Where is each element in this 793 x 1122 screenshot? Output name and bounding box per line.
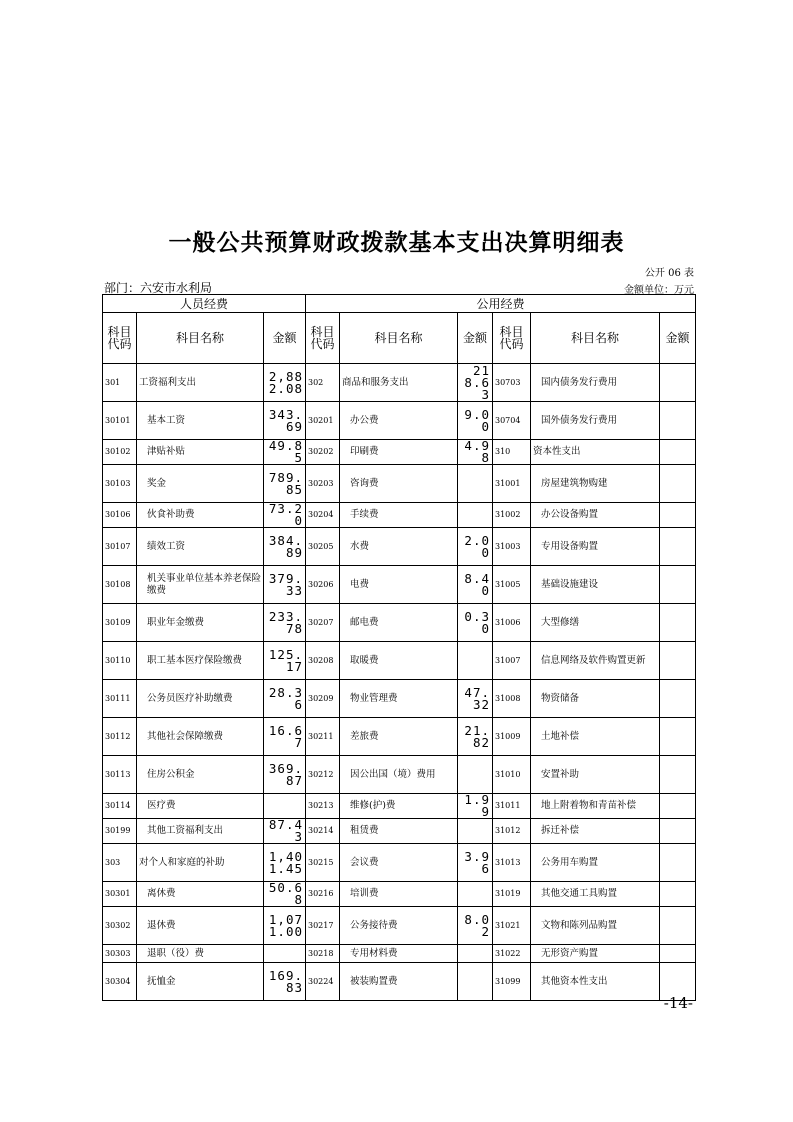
- amount: 2,882.08: [264, 364, 306, 402]
- amount: [660, 440, 696, 465]
- account-name: 租赁费: [340, 819, 458, 844]
- account-name: 物资储备: [531, 680, 660, 718]
- header-code-text: 科目 代码: [499, 325, 524, 351]
- amount: [660, 680, 696, 718]
- account-code: 30205: [306, 528, 340, 566]
- amount: [660, 364, 696, 402]
- amount: 233.78: [264, 604, 306, 642]
- account-name: 信息网络及软件购置更新: [531, 642, 660, 680]
- account-name: 其他工资福利支出: [137, 819, 264, 844]
- account-name: 其他交通工具购置: [531, 882, 660, 907]
- form-number: 公开 06 表: [644, 268, 694, 279]
- table-row: [103, 718, 696, 756]
- account-name: 退休费: [137, 907, 264, 945]
- amount: [660, 844, 696, 882]
- account-code: 30704: [493, 402, 531, 440]
- table-row: [103, 680, 696, 718]
- amount: [660, 642, 696, 680]
- account-code: 30103: [103, 465, 137, 503]
- table-row: [103, 465, 696, 503]
- amount: [264, 794, 306, 819]
- amount: 2.00: [458, 528, 493, 566]
- amount: 8.02: [458, 907, 493, 945]
- amount: [660, 882, 696, 907]
- account-name: 职工基本医疗保险缴费: [137, 642, 264, 680]
- account-code: 30217: [306, 907, 340, 945]
- table-row: [103, 963, 696, 1001]
- account-code: 30111: [103, 680, 137, 718]
- account-name: 办公设备购置: [531, 503, 660, 528]
- account-code: 31001: [493, 465, 531, 503]
- account-name: 房屋建筑物购建: [531, 465, 660, 503]
- account-name: 会议费: [340, 844, 458, 882]
- amount: [660, 907, 696, 945]
- account-code: 30303: [103, 945, 137, 963]
- table-row: [103, 604, 696, 642]
- amount: 16.67: [264, 718, 306, 756]
- amount: [660, 945, 696, 963]
- amount: 9.00: [458, 402, 493, 440]
- account-code: 310: [493, 440, 531, 465]
- header-name: 科目名称: [340, 313, 458, 364]
- account-name: 退职（役）费: [137, 945, 264, 963]
- account-name: 公务接待费: [340, 907, 458, 945]
- account-name: 对个人和家庭的补助: [137, 844, 264, 882]
- account-code: 31010: [493, 756, 531, 794]
- account-name: 国内债务发行费用: [531, 364, 660, 402]
- account-name: 地上附着物和青苗补偿: [531, 794, 660, 819]
- amount: 1,071.00: [264, 907, 306, 945]
- account-code: 31003: [493, 528, 531, 566]
- amount: 379.33: [264, 566, 306, 604]
- account-code: 302: [306, 364, 340, 402]
- header-code: [103, 313, 137, 364]
- account-code: 30206: [306, 566, 340, 604]
- account-code: 30703: [493, 364, 531, 402]
- account-code: 30209: [306, 680, 340, 718]
- account-name: 专用材料费: [340, 945, 458, 963]
- table-row: [103, 440, 696, 465]
- amount: 343.69: [264, 402, 306, 440]
- account-code: 30211: [306, 718, 340, 756]
- amount: 0.30: [458, 604, 493, 642]
- amount: 8.40: [458, 566, 493, 604]
- account-name: 大型修缮: [531, 604, 660, 642]
- table-row: [103, 907, 696, 945]
- amount: [264, 945, 306, 963]
- account-code: 30212: [306, 756, 340, 794]
- account-code: 31002: [493, 503, 531, 528]
- account-code: 30108: [103, 566, 137, 604]
- account-code: 301: [103, 364, 137, 402]
- table-row: [103, 882, 696, 907]
- account-code: 30203: [306, 465, 340, 503]
- amount: 73.20: [264, 503, 306, 528]
- header-code-text: 科目 代码: [107, 325, 132, 351]
- amount: 50.68: [264, 882, 306, 907]
- amount: [660, 819, 696, 844]
- amount: 369.87: [264, 756, 306, 794]
- account-code: 30199: [103, 819, 137, 844]
- amount: [660, 794, 696, 819]
- account-name: 邮电费: [340, 604, 458, 642]
- account-name: 公务用车购置: [531, 844, 660, 882]
- amount: 789.85: [264, 465, 306, 503]
- account-name: 水费: [340, 528, 458, 566]
- table-row: [103, 756, 696, 794]
- account-name: 工资福利支出: [137, 364, 264, 402]
- amount: [660, 465, 696, 503]
- account-code: 303: [103, 844, 137, 882]
- account-code: 30112: [103, 718, 137, 756]
- expenditure-detail-table: [102, 294, 696, 1001]
- department-label: 部门：六安市水利局: [104, 281, 213, 295]
- account-name: 基本工资: [137, 402, 264, 440]
- table-row: [103, 819, 696, 844]
- account-name: 职业年金缴费: [137, 604, 264, 642]
- amount: [458, 642, 493, 680]
- account-name: 拆迁补偿: [531, 819, 660, 844]
- account-code: 30201: [306, 402, 340, 440]
- account-code: 30113: [103, 756, 137, 794]
- account-name: 抚恤金: [137, 963, 264, 1001]
- amount: 1.99: [458, 794, 493, 819]
- amount: 49.85: [264, 440, 306, 465]
- amount: [660, 756, 696, 794]
- account-name: 伙食补助费: [137, 503, 264, 528]
- account-code: 31021: [493, 907, 531, 945]
- account-name: 其他社会保障缴费: [137, 718, 264, 756]
- account-name: 文物和陈列品购置: [531, 907, 660, 945]
- account-code: 30204: [306, 503, 340, 528]
- account-code: 30301: [103, 882, 137, 907]
- amount: [660, 402, 696, 440]
- account-code: 30215: [306, 844, 340, 882]
- account-name: 基础设施建设: [531, 566, 660, 604]
- account-code: 31006: [493, 604, 531, 642]
- header-code-text: 科目 代码: [310, 325, 335, 351]
- account-code: 30114: [103, 794, 137, 819]
- account-code: 30106: [103, 503, 137, 528]
- amount: [458, 819, 493, 844]
- account-name: 土地补偿: [531, 718, 660, 756]
- header-code: [306, 313, 340, 364]
- header-code: [493, 313, 531, 364]
- account-code: 30213: [306, 794, 340, 819]
- account-name: 无形资产购置: [531, 945, 660, 963]
- header-name: 科目名称: [137, 313, 264, 364]
- table-row: [103, 642, 696, 680]
- amount: [660, 604, 696, 642]
- table-row: [103, 402, 696, 440]
- account-code: 30302: [103, 907, 137, 945]
- group-header-public: 公用经费: [306, 295, 696, 313]
- amount: [458, 882, 493, 907]
- account-code: 31007: [493, 642, 531, 680]
- account-name: 机关事业单位基本养老保险缴费: [137, 566, 264, 604]
- account-name: 培训费: [340, 882, 458, 907]
- amount: [458, 945, 493, 963]
- amount: 384.89: [264, 528, 306, 566]
- amount: 169.83: [264, 963, 306, 1001]
- account-code: 31011: [493, 794, 531, 819]
- account-name: 国外债务发行费用: [531, 402, 660, 440]
- account-code: 30110: [103, 642, 137, 680]
- amount: 28.36: [264, 680, 306, 718]
- account-name: 医疗费: [137, 794, 264, 819]
- amount-unit-label: 金额单位：万元: [624, 285, 694, 296]
- amount: 1,401.45: [264, 844, 306, 882]
- account-name: 电费: [340, 566, 458, 604]
- amount: 21.82: [458, 718, 493, 756]
- account-code: 30224: [306, 963, 340, 1001]
- account-code: 30207: [306, 604, 340, 642]
- account-name: 被装购置费: [340, 963, 458, 1001]
- page-title: 一般公共预算财政拨款基本支出决算明细表: [168, 229, 625, 256]
- account-name: 咨询费: [340, 465, 458, 503]
- account-code: 31008: [493, 680, 531, 718]
- table-row: [103, 844, 696, 882]
- account-code: 30218: [306, 945, 340, 963]
- amount: [660, 718, 696, 756]
- table-body: [103, 364, 696, 1001]
- account-code: 31009: [493, 718, 531, 756]
- amount: 3.96: [458, 844, 493, 882]
- account-name: 其他资本性支出: [531, 963, 660, 1001]
- header-amount: 金额: [660, 313, 696, 364]
- account-name: 公务员医疗补助缴费: [137, 680, 264, 718]
- account-name: 维修(护)费: [340, 794, 458, 819]
- account-name: 住房公积金: [137, 756, 264, 794]
- account-name: 取暖费: [340, 642, 458, 680]
- account-name: 专用设备购置: [531, 528, 660, 566]
- account-code: 30216: [306, 882, 340, 907]
- account-code: 31005: [493, 566, 531, 604]
- account-name: 手续费: [340, 503, 458, 528]
- amount: 218.63: [458, 364, 493, 402]
- account-code: 31013: [493, 844, 531, 882]
- account-code: 30304: [103, 963, 137, 1001]
- account-code: 30109: [103, 604, 137, 642]
- table-row: [103, 794, 696, 819]
- account-code: 31019: [493, 882, 531, 907]
- account-name: 津贴补贴: [137, 440, 264, 465]
- account-code: 30102: [103, 440, 137, 465]
- amount: 47.32: [458, 680, 493, 718]
- account-name: 资本性支出: [531, 440, 660, 465]
- amount: [660, 528, 696, 566]
- header-amount: 金额: [458, 313, 493, 364]
- account-code: 30202: [306, 440, 340, 465]
- amount: [458, 963, 493, 1001]
- header-name: 科目名称: [531, 313, 660, 364]
- account-name: 办公费: [340, 402, 458, 440]
- table-row: [103, 566, 696, 604]
- account-name: 差旅费: [340, 718, 458, 756]
- amount: [458, 503, 493, 528]
- account-name: 印刷费: [340, 440, 458, 465]
- account-code: 30107: [103, 528, 137, 566]
- amount: 4.98: [458, 440, 493, 465]
- table-row: [103, 945, 696, 963]
- account-name: 因公出国（境）费用: [340, 756, 458, 794]
- table-row: [103, 528, 696, 566]
- account-name: 离休费: [137, 882, 264, 907]
- table-row: [103, 364, 696, 402]
- account-code: 30214: [306, 819, 340, 844]
- account-name: 安置补助: [531, 756, 660, 794]
- account-name: 绩效工资: [137, 528, 264, 566]
- amount: [458, 465, 493, 503]
- table-row: [103, 503, 696, 528]
- account-name: 商品和服务支出: [340, 364, 458, 402]
- header-amount: 金额: [264, 313, 306, 364]
- amount: [660, 503, 696, 528]
- account-name: 物业管理费: [340, 680, 458, 718]
- account-code: 31022: [493, 945, 531, 963]
- account-code: 30101: [103, 402, 137, 440]
- amount: [458, 756, 493, 794]
- account-code: 30208: [306, 642, 340, 680]
- amount: [660, 566, 696, 604]
- account-code: 31012: [493, 819, 531, 844]
- account-name: 奖金: [137, 465, 264, 503]
- amount: 87.43: [264, 819, 306, 844]
- page-number: -14-: [663, 994, 693, 1012]
- account-code: 31099: [493, 963, 531, 1001]
- group-header-personnel: 人员经费: [103, 295, 306, 313]
- amount: 125.17: [264, 642, 306, 680]
